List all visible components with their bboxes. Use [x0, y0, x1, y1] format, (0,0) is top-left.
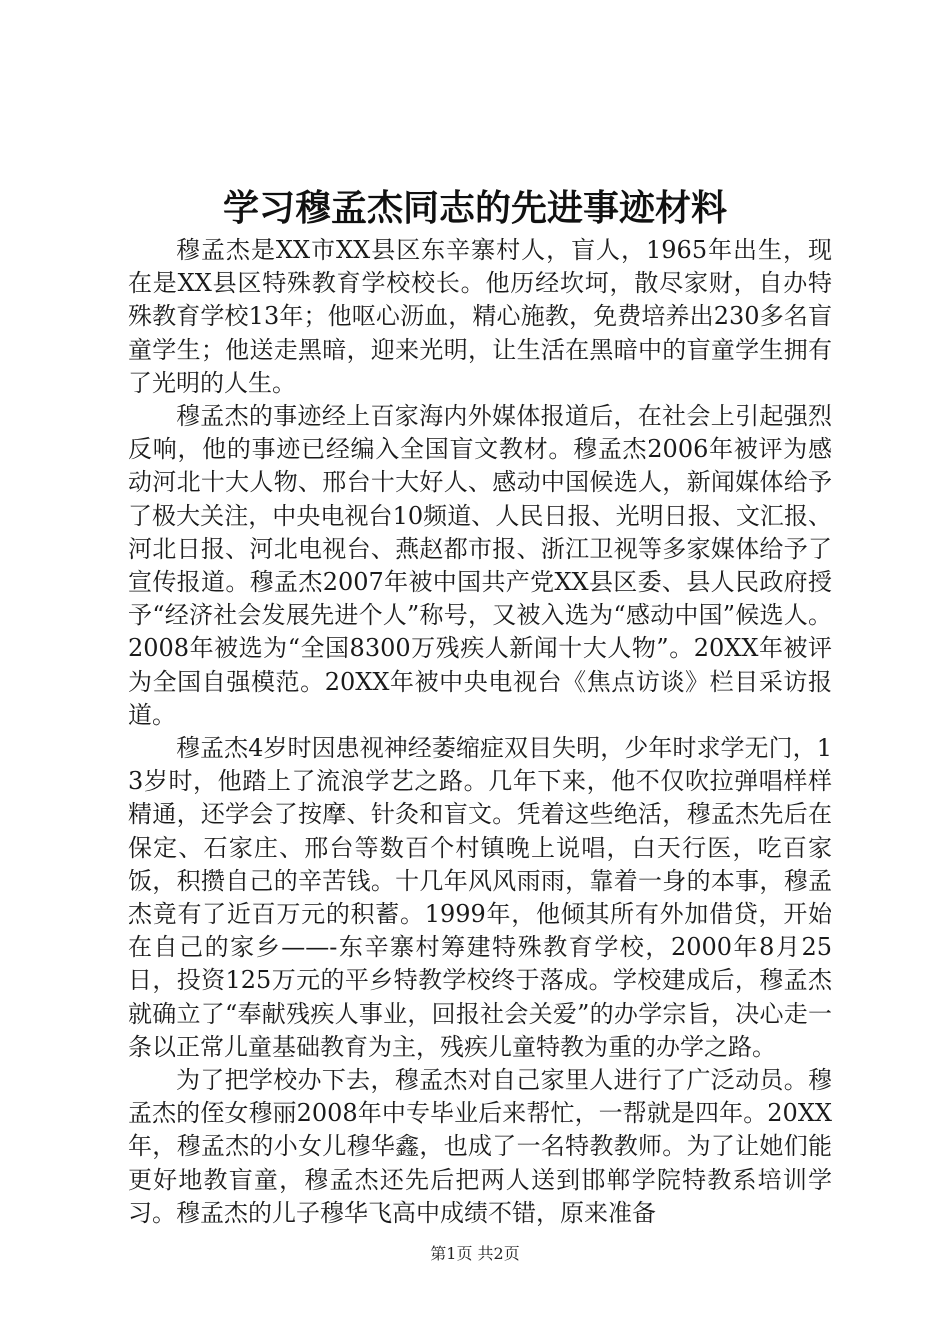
paragraph-3: 穆孟杰4岁时因患视神经萎缩症双目失明，少年时求学无门，13岁时，他踏上了流浪学艺之路。几年下来，他不仅吹拉弹唱样样精通，还学会了按摩、针灸和盲文。凭着这些绝活，穆孟杰先后在保定、石家庄、邢台等数百个村镇晚上说唱，白天行医，吃百家饭，积攒自己的辛苦钱。十几年风风雨雨，靠着一身的本事，穆孟杰竟有了近百万元的积蓄。1999年，他倾其所有外加借贷，开始在自己的家乡——-东辛寨村筹建特殊教育学校，2000年8月25日，投资125万元的平乡特教学校终于落成。学校建成后，穆孟杰就确立了“奉献残疾人事业，回报社会关爱”的办学宗旨，决心走一条以正常儿童基础教育为主，残疾儿童特教为重的办学之路。 [128, 734, 832, 1061]
page-number-footer: 第1页 共2页 [430, 1244, 520, 1263]
paragraph-2: 穆孟杰的事迹经上百家海内外媒体报道后，在社会上引起强烈反响，他的事迹已经编入全国盲文教材。穆孟杰2006年被评为感动河北十大人物、邢台十大好人、感动中国候选人，新闻媒体给予了极大关注，中央电视台10频道、人民日报、光明日报、文汇报、河北日报、河北电视台、燕赵都市报、浙江卫视等多家媒体给予了宣传报道。穆孟杰2007年被中国共产党XX县区委、县人民政府授予“经济社会发展先进个人”称号，又被入选为“感动中国”候选人。2008年被选为“全国8300万残疾人新闻十大人物”。20XX年被评为全国自强模范。20XX年被中央电视台《焦点访谈》栏目采访报道。 [128, 402, 832, 729]
paragraph-1: 穆孟杰是XX市XX县区东辛寨村人，盲人，1965年出生，现在是XX县区特殊教育学校校长。他历经坎坷，散尽家财，自办特殊教育学校13年；他呕心沥血，精心施教，免费培养出230多名盲童学生；他送走黑暗，迎来光明，让生活在黑暗中的盲童学生拥有了光明的人生。 [128, 236, 832, 397]
paragraph-4: 为了把学校办下去，穆孟杰对自己家里人进行了广泛动员。穆孟杰的侄女穆丽2008年中专毕业后来帮忙，一帮就是四年。20XX年，穆孟杰的小女儿穆华鑫，也成了一名特教教师。为了让她们能更好地教盲童，穆孟杰还先后把两人送到邯郸学院特教系培训学习。穆孟杰的儿子穆华飞高中成绩不错，原来准备 [128, 1066, 832, 1227]
document-title: 学习穆孟杰同志的先进事迹材料 [222, 188, 727, 229]
document-body [128, 234, 832, 1230]
